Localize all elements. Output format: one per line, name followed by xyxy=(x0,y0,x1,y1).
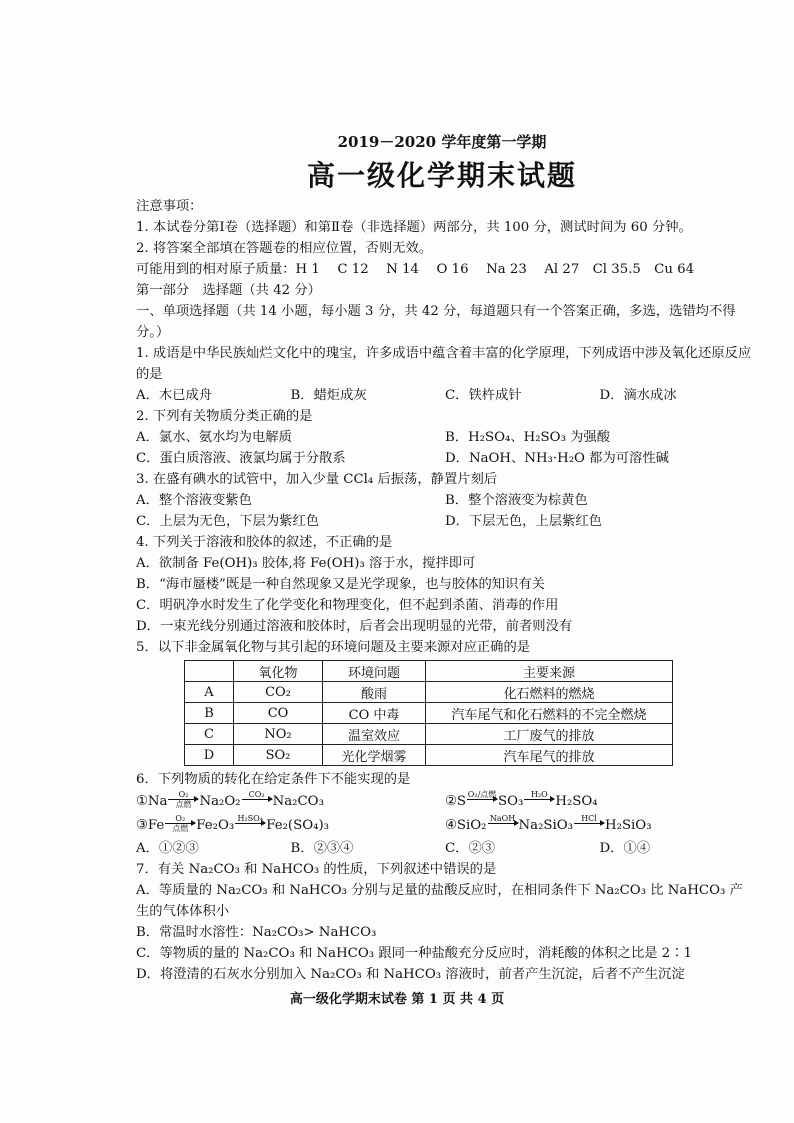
option-b: B．H₂SO₄、H₂SO₃ 为强酸 xyxy=(445,430,611,445)
table-cell: 工厂废气的排放 xyxy=(426,724,673,745)
product: H₂SiO₃ xyxy=(605,818,652,833)
option-a: A．木已成舟 xyxy=(136,388,213,403)
section-instructions: 一、单项选择题（共 14 小题，每小题 3 分，共 42 分，每道题只有一个答案正确，多选，选错均不得分。） xyxy=(136,304,736,340)
option-b: B．②③④ xyxy=(290,841,354,856)
exam-title: 高一级化学期末试题 xyxy=(306,159,577,192)
option-a: A．欲制备 Fe(OH)₃ 胶体,将 Fe(OH)₃ 溶于水，搅拌即可 xyxy=(136,556,476,571)
product: H₂SO₄ xyxy=(555,794,598,809)
table-row xyxy=(185,724,673,745)
reactant: ②S xyxy=(445,794,467,809)
arrow-condition: 点燃 xyxy=(175,800,192,809)
table-row xyxy=(185,745,673,766)
question-1-options xyxy=(136,385,754,406)
table-row xyxy=(185,703,673,724)
option-c: C．蛋白质溶液、液氯均属于分散系 xyxy=(136,451,346,466)
option-d: D．①④ xyxy=(599,841,651,856)
intermediate: Na₂SiO₃ xyxy=(518,818,574,833)
note-2: 2. 将答案全部填在答题卷的相应位置，否则无效。 xyxy=(136,241,433,256)
option-b: B．“海市蜃楼”既是一种自然现象又是光学现象，也与胶体的知识有关 xyxy=(136,577,545,592)
intermediate: SO₃ xyxy=(498,794,524,809)
reaction-arrow xyxy=(165,814,195,833)
table-cell: A xyxy=(185,682,234,703)
arrow-condition: HCl xyxy=(581,814,597,823)
product: Fe₂(SO₄)₃ xyxy=(266,818,329,833)
table-header-cell xyxy=(185,661,234,682)
intermediate: Fe₂O₃ xyxy=(196,818,235,833)
reaction-2 xyxy=(445,790,754,814)
option-a: A．整个溶液变紫色 xyxy=(136,493,252,508)
table-header-cell: 环境问题 xyxy=(323,661,426,682)
question-3-stem: 3. 在盛有碘水的试管中，加入少量 CCl₄ 后振荡，静置片刻后 xyxy=(136,472,498,487)
table-cell: CO 中毒 xyxy=(323,703,426,724)
intermediate: Na₂O₂ xyxy=(199,794,241,809)
arrow-condition: NaOH xyxy=(489,814,516,823)
option-d: D．NaOH、NH₃·H₂O 都为可溶性碱 xyxy=(445,451,669,466)
reaction-1 xyxy=(136,790,445,814)
note-1: 1. 本试卷分第Ⅰ卷（选择题）和第Ⅱ卷（非选择题）两部分，共 100 分，测试时间为 60 分钟。 xyxy=(136,220,692,235)
table-cell: SO₂ xyxy=(234,745,323,766)
option-b: B．常温时水溶性：Na₂CO₃> NaHCO₃ xyxy=(136,925,377,940)
table-cell: CO₂ xyxy=(234,682,323,703)
question-6-stem: 6．下列物质的转化在给定条件下不能实现的是 xyxy=(136,772,411,787)
question-2-options-row-1 xyxy=(136,427,754,448)
reactant: ④SiO₂ xyxy=(445,818,487,833)
reaction-arrow xyxy=(242,790,272,809)
reaction-arrow xyxy=(524,790,554,809)
option-a: A．①②③ xyxy=(136,841,199,856)
table-cell: NO₂ xyxy=(234,724,323,745)
option-b: B．整个溶液变为棕黄色 xyxy=(445,493,588,508)
option-c: C．②③ xyxy=(445,841,496,856)
reaction-arrow xyxy=(574,814,604,833)
option-d: D．下层无色，上层紫红色 xyxy=(445,514,602,529)
reaction-row-1 xyxy=(136,790,754,814)
arrow-condition: 点燃 xyxy=(172,824,189,833)
option-b: B．蜡炬成灰 xyxy=(290,388,367,403)
table-cell: 化石燃料的燃烧 xyxy=(426,682,673,703)
product: Na₂CO₃ xyxy=(272,794,324,809)
reaction-arrow xyxy=(235,814,265,833)
question-5-stem: 5．以下非金属氧化物与其引起的环境问题及主要来源对应正确的是 xyxy=(136,640,531,655)
reaction-row-2 xyxy=(136,814,754,838)
question-1-stem: 1. 成语是中华民族灿烂文化中的瑰宝，许多成语中蕴含着丰富的化学原理，下列成语中涉及氧化还原反应的是 xyxy=(136,346,752,382)
reactant: ①Na xyxy=(136,794,168,809)
reaction-arrow xyxy=(467,790,497,809)
part-title: 第一部分 选择题（共 42 分） xyxy=(136,283,321,298)
arrow-condition: H₂O xyxy=(531,790,548,799)
option-d: D．将澄清的石灰水分别加入 Na₂CO₃ 和 NaHCO₃ 溶液时，前者产生沉淀，后者不产生沉淀 xyxy=(136,967,685,982)
arrow-condition: O₂/点燃 xyxy=(467,790,497,799)
oxide-table xyxy=(184,660,673,766)
question-3-options-row-2 xyxy=(136,511,754,532)
table-cell: 汽车尾气的排放 xyxy=(426,745,673,766)
table-cell: 光化学烟雾 xyxy=(323,745,426,766)
question-2-stem: 2. 下列有关物质分类正确的是 xyxy=(136,409,313,424)
option-c: C．上层为无色，下层为紫红色 xyxy=(136,514,320,529)
table-header-cell: 主要来源 xyxy=(426,661,673,682)
table-cell: C xyxy=(185,724,234,745)
option-d: D．一束光线分别通过溶液和胶体时，后者会出现明显的光带，前者则没有 xyxy=(136,619,573,634)
table-cell: CO xyxy=(234,703,323,724)
option-c: C．铁杵成针 xyxy=(445,388,522,403)
table-cell: D xyxy=(185,745,234,766)
reaction-arrow xyxy=(488,814,518,833)
school-year: 2019－2020 学年度第一学期 xyxy=(337,133,547,151)
option-c: C．明矾净水时发生了化学变化和物理变化，但不起到杀菌、消毒的作用 xyxy=(136,598,559,613)
table-header-cell: 氧化物 xyxy=(234,661,323,682)
reactant: ③Fe xyxy=(136,818,165,833)
page-footer: 高一级化学期末试卷 第 1 页 共 4 页 xyxy=(289,992,505,1007)
table-row xyxy=(185,682,673,703)
question-3-options-row-1 xyxy=(136,490,754,511)
question-2-options-row-2 xyxy=(136,448,754,469)
table-cell: B xyxy=(185,703,234,724)
question-6-options xyxy=(136,838,754,859)
question-4-stem: 4. 下列关于溶液和胶体的叙述，不正确的是 xyxy=(136,535,393,550)
table-cell: 温室效应 xyxy=(323,724,426,745)
arrow-condition: O₂ xyxy=(175,814,186,823)
arrow-condition: CO₂ xyxy=(248,790,265,799)
option-a: A．等质量的 Na₂CO₃ 和 NaHCO₃ 分别与足量的盐酸反应时，在相同条件下 Na₂CO₃ 比 NaHCO₃ 产生的气体体积小 xyxy=(136,883,743,919)
table-header-row xyxy=(185,661,673,682)
atomic-masses: 可能用到的相对原子质量：H 1 C 12 N 14 O 16 Na 23 Al 27 Cl 35.5 Cu 64 xyxy=(136,262,695,277)
table-cell: 酸雨 xyxy=(323,682,426,703)
question-7-stem: 7．有关 Na₂CO₃ 和 NaHCO₃ 的性质，下列叙述中错误的是 xyxy=(136,862,497,877)
notes-heading: 注意事项： xyxy=(136,199,203,214)
arrow-condition: H₂SO₄ xyxy=(237,814,263,823)
option-c: C．等物质的量的 Na₂CO₃ 和 NaHCO₃ 跟同一种盐酸充分反应时，消耗酸的体积之比是 2∶1 xyxy=(136,946,692,961)
table-cell: 汽车尾气和化石燃料的不完全燃烧 xyxy=(426,703,673,724)
arrow-condition: O₂ xyxy=(178,790,189,799)
option-a: A．氯水、氨水均为电解质 xyxy=(136,430,292,445)
option-d: D．滴水成冰 xyxy=(599,388,677,403)
reaction-arrow xyxy=(168,790,198,809)
reaction-3 xyxy=(136,814,445,838)
reaction-4 xyxy=(445,814,754,838)
